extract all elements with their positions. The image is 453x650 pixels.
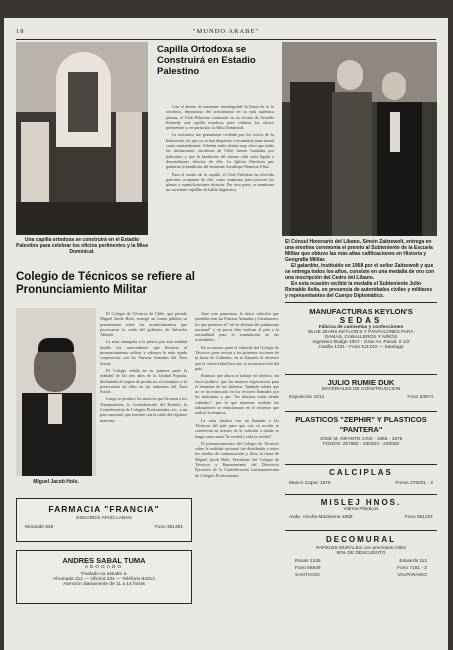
article1-paragraph: La iniciativa fue gratamente recibida por los socios de la Institución, los que ya se han dispuesto a secundarla tanto moral como materialmente. Además todos tienen muy claro que todas las instituciones ortodoxas de Chile fueron fundadas por palestinos y que la fundación del mismo club sería ligada a descendientes directos de ella. La Iglesia Ortodoxa que gobierna la bendición del eminente Arzobispo Nemesio Elías.	[166, 132, 274, 170]
keylons-line2: BLUE JEANS KEYLON'S Y PANTALONES PARA	[308, 330, 414, 335]
article3-paragraph: En su tercera parte el editorial del Colegio de Técnicos pone revista a los primeros acciones de la Junta de Gobierno, en su llamado al esfuerzo que la colectividad hace por la reconstrucción del país.	[195, 344, 279, 371]
decomural-left-city: SANTIAGO	[295, 573, 320, 578]
article1-paragraph: Para el ornato de la capilla, el Club Palestino ha ofrecido gratuitos ocupantes de ella, como asimismo para proveer los planos y especificaciones técnicas. Por otra parte, se nombrará un sacerdote-capellán de habla lingüística.	[166, 171, 274, 193]
right-ads-rule	[285, 302, 437, 303]
keylons-subtitle: SEDAS	[339, 316, 383, 325]
rumie-title: JULIO RUMIE DUK	[327, 378, 395, 387]
magazine-page	[4, 18, 448, 650]
calciplas-address: Manco Capac 1576	[289, 481, 331, 486]
article3-paragraph: La nota finaliza con un llamado a los Técnicos del país para que con su acción se conviertan en actores de la solución a donde se tenga como tarea "la verdad y vida la verdad".	[195, 417, 279, 439]
mislej-phone: Fono 581201	[404, 515, 433, 520]
decomural-line1: PAPELES MURALES con preciosos rollos	[316, 546, 406, 551]
abogado-name: ANDRES SABAL TUMA	[62, 556, 146, 565]
keylons-title: MANUFACTURAS KEYLON'S	[309, 307, 413, 316]
portrait-caption: Miguel Jacob Holo.	[33, 479, 79, 485]
mislej-title: MISLEJ HNOS.	[320, 498, 402, 507]
calciplas-ad	[285, 468, 437, 486]
article3-column2	[195, 311, 279, 480]
rumie-address: Exposición 1012	[289, 395, 325, 400]
farmacia-phone: Fono 381381	[154, 525, 183, 530]
decomural-title: DECOMURAL	[326, 535, 396, 544]
magazine-title: "MUNDO ARABE"	[192, 28, 260, 35]
farmacia-address: Morandé 839	[25, 525, 54, 530]
rumie-phone: Fono 93973	[407, 395, 433, 400]
decomural-left-address: Rosas 1249	[295, 559, 321, 564]
portrait-photo	[16, 308, 96, 476]
farmacia-contact-row	[17, 521, 191, 530]
farmacia-ad	[16, 498, 192, 542]
article3-headline: Colegio de Técnicos se refiere al Pronunciamiento Militar	[16, 271, 195, 296]
decomural-line2: 50% DE DESCUENTO	[336, 551, 386, 556]
article3-paragraph: Luego se produce los motivos que llevaron a los Transportistas, la Confederación del Rodado, la Confederación de Colegios Profesionales, etc., a un paro nacional, que terminó con la caída del régimen marxista.	[100, 396, 187, 423]
rumie-contact-row	[285, 392, 437, 400]
decomural-row1	[285, 556, 437, 564]
mislej-contact-row	[285, 512, 437, 520]
decomural-left-phone: Fono 66849	[295, 566, 321, 571]
rumie-subtitle: MATERIALES DE CONSTRUCCION	[321, 387, 401, 392]
keylons-address: Ingeniero Budge 1007 - Gran Av. Parad. 9 1/2	[312, 340, 410, 345]
mislej-address: Avda. Vicuña Mackenna 1865	[289, 515, 353, 520]
plasticos-title: PLASTICOS "ZEPHIR" Y PLASTICOS "PANTERA"	[295, 415, 427, 434]
plasticos-address: JOSE M. INFANTE 1703 - 1865 - 1875	[319, 437, 403, 442]
decomural-row2	[285, 564, 437, 571]
chapel-photo	[16, 42, 148, 235]
decomural-right-phone: Fono 7181 - 2	[397, 566, 427, 571]
calciplas-title: CALCIPLAS	[329, 468, 393, 477]
article3-column1	[100, 311, 187, 425]
divider	[285, 464, 437, 465]
divider	[285, 494, 437, 495]
ceremony-photo	[282, 42, 437, 236]
article3-paragraph: El Colegio señala en su primera parte la realidad de los tres años de la Unidad Popular, declarando el saqueo de productos al extranjero y la persecución de ellos en las industrias del Área Social.	[100, 367, 187, 395]
decomural-right-address: Edwards 112	[399, 559, 427, 564]
article1-paragraph: Con el ánimo de mantener inextinguible la llama de la fe ortodoxa, depositaria del cristianismo en su más auténtica pureza, el Club Palestino construirá en su recinto de Avenida Kennedy una capilla ortodoxa, para celebrar los oficios pertinentes y, en particular, la Misa Dominical.	[166, 104, 274, 131]
ceremony-text	[285, 263, 435, 299]
divider	[285, 530, 437, 531]
article3-paragraph: Ante este panorama, la única solución que quedaba eran las Fuerzas Armadas y Carabineros, los que pusieron el "rol de defensa del patrimonio nacional" y en pocas días vuelvan al país a la normalidad para la reanudación de las actividades.	[195, 311, 279, 343]
ceremony-paragraph: El galardón, instituido en 1968 por el señor Zaitzewolt y que se entrega todos los años, consiste en una medalla de oro con una inscripción del Cedro del Líbano.	[285, 263, 435, 281]
farmacia-owner: EDUARDO APUD LABAN	[76, 516, 132, 521]
abogado-ad	[16, 550, 192, 604]
abogado-line1: Traslado su estudio a:	[80, 572, 128, 577]
article3-paragraph: La nota entregada a la prensa por esta entidad detalla los antecedentes que llevaron al pronunciamiento militar y subraya la nula ayuda cooperación con las Fuerzas Armadas del Área Social.	[100, 339, 187, 366]
mislej-subtitle: Vidrios Plásticos	[343, 507, 379, 512]
keylons-line3: DAMAS, CABALLEROS Y NIÑOS	[324, 335, 398, 340]
calciplas-contact-row	[285, 477, 437, 486]
header-rule	[16, 39, 436, 40]
keylons-line1: Fábrica de camisetas y confecciones	[318, 325, 404, 330]
abogado-line3: Atención diariamente de 11 a 14 horas	[62, 582, 146, 587]
article1-body	[166, 104, 274, 195]
plasticos-phones: FONOS: 257980 - 230403 - 230000	[322, 442, 400, 447]
plasticos-ad	[285, 415, 437, 447]
decomural-right-city: VALPARAISO	[397, 573, 427, 578]
keylons-ad	[285, 307, 437, 350]
article3-paragraph: El Colegio de Técnicos de Chile, que preside Miguel Jacob Holo, entregó un forma pública su pensamiento sobre los acontecimientos que provocaron la caída del gobierno de Salvador Allende.	[100, 311, 187, 338]
keylons-contact: Casilla 1331 - Fono 511243 — Santiago	[318, 345, 404, 350]
rumie-ad	[285, 378, 437, 400]
article3-paragraph: Estamos que ahora se trabaje en silencio, sin favor político, que las mejores expectativas para el bienestar de los chilenos. También señala que no se ha trastocado en los sectores llamados por los marxistas, y que "los destinos están siendo cuidados", por lo que mientras cuidado los trabajadores se entusiasman en el esfuerzo que realizó la empresa.	[195, 373, 279, 416]
divider	[285, 411, 437, 412]
calciplas-phone: Fonos 375001 - 2	[395, 481, 433, 486]
ceremony-paragraph: En esta ocasión recibió la medalla el Subteniente Julio Reinaldo Avila, en presencia de autoridades civiles y militares y representantes del Cuerpo Diplomático.	[285, 281, 433, 299]
article3-paragraph: El pronunciamiento del Colegio de Técnicos sobre la realidad nacional fue distribuido a todos los medios de comunicación y lleva la firma de Miguel Jacob Holo, Presidente del Colegio de Técnicos y Representante del Directorio Ejecutivo de la Confederación Latinoamericana de Colegios Profesionales.	[195, 440, 279, 478]
decomural-ad	[285, 535, 437, 578]
divider	[285, 374, 437, 375]
mislej-ad	[285, 498, 437, 520]
chapel-photo-caption: Una capilla ortodoxa se construirá en el Estadio Palestino para celebrar los oficios pertinentes y la Misa Dominical.	[16, 237, 148, 255]
page-number: 18	[16, 28, 25, 35]
abogado-title: ABOGADO	[84, 565, 124, 570]
article1-headline: Capilla Ortodoxa se Construirá en Estadio Palestino	[157, 44, 256, 77]
abogado-line2: Ahumada 312 — Oficina 234 — Teléfono 84312	[53, 577, 155, 582]
decomural-row3	[285, 571, 437, 578]
ceremony-photo-caption: El Cónsul Honorario del Líbano, Simón Zaitzewolt, entrega en una emotiva ceremonia el premio al Subteniente de la Escuela Militar que obtuvo las más altas calificaciones en Historia y Geografía Militar.	[285, 239, 433, 263]
farmacia-title: FARMACIA "FRANCIA"	[48, 504, 160, 514]
